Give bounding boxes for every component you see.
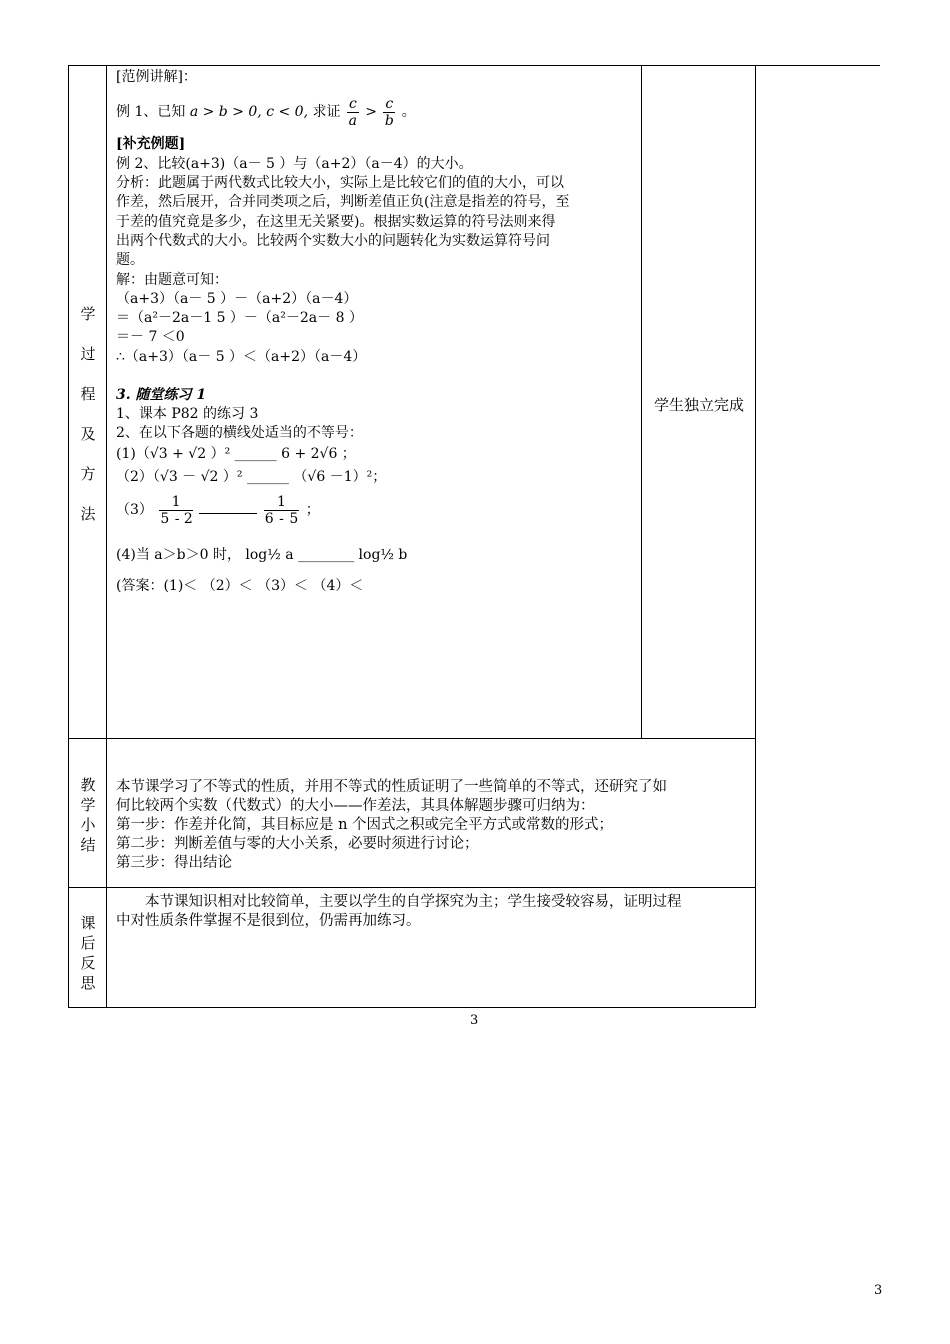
- reflection-line-1: 本节课知识相对比较简单，主要以学生的自学探究为主；学生接受较容易，证明过程: [145, 894, 682, 910]
- practice-question-4: (4)当 a＞b＞0 时， log½ a ________ log½ b: [116, 547, 408, 563]
- analysis-line-4: 出两个代数式的大小。比较两个实数大小的问题转化为实数运算符号问: [116, 233, 550, 249]
- summary-line-2: 何比较两个实数（代数式）的大小——作差法，其具体解题步骤可归纳为：: [116, 798, 595, 814]
- practice-item-2: 2、在以下各题的横线处适当的不等号：: [116, 425, 363, 441]
- note-column-divider-right: [755, 65, 756, 1008]
- supplement-heading: [补充例题]: [116, 136, 186, 152]
- page-number-right: 3: [874, 1283, 883, 1298]
- table-top-border: [68, 65, 880, 66]
- example-heading: [范例讲解]：: [116, 69, 197, 85]
- reflection-label: 课 后 反 思: [80, 914, 96, 992]
- fraction-1-over-sqrt6-minus-sqrt5: $\frac{1}{6 - 5}$: [264, 493, 299, 527]
- analysis-line-5: 题。: [116, 252, 144, 268]
- fraction-c-over-a: $\frac{c}{a}$: [348, 95, 358, 129]
- practice-heading: 3. 随堂练习 1: [116, 387, 207, 403]
- label-column-divider: [106, 65, 107, 1008]
- note-column-divider-left: [641, 65, 642, 739]
- fraction-c-over-b: $\frac{c}{b}$: [384, 95, 394, 129]
- analysis-line-1: 分析：此题属于两代数式比较大小，实际上是比较它们的值的大小，可以: [116, 175, 564, 191]
- example-1-condition: a > b > 0, c < 0,: [189, 104, 309, 120]
- solution-line-4: ＝－ 7 ＜0: [116, 329, 185, 345]
- summary-line-5: 第三步：得出结论: [116, 855, 232, 871]
- solution-line-2: （a+3）（a－ 5 ）－（a+2）（a－4）: [116, 291, 358, 307]
- practice-question-2: （2）（√3 － √2 ）² ______ （√6 －1）²；: [116, 469, 387, 485]
- student-note: 学生独立完成: [653, 396, 744, 414]
- example-2: 例 2、比较(a+3)（a－ 5 ）与（a+2）（a－4）的大小。: [116, 156, 473, 172]
- practice-question-3: （3） $\frac{1}{5 - 2}$ $\frac{1}{6 - 5}$ ；: [116, 493, 320, 527]
- example-1: 例 1、已知 a > b > 0, c < 0, 求证 $\frac{c}{a}$ > $\frac{c}{b}$ 。: [116, 95, 416, 129]
- solution-line-3: ＝（a²－2a－1 5 ）－（a²－2a－ 8 ）: [116, 310, 363, 326]
- practice-question-1: (1)（√3 + √2 ）² ______ 6 + 2√6 ；: [116, 446, 356, 462]
- analysis-line-3: 于差的值究竟是多少，在这里无关紧要)。根据实数运算的符号法则来得: [116, 214, 556, 230]
- page-number-center: 3: [470, 1013, 479, 1028]
- table-left-border: [68, 65, 69, 1008]
- summary-line-3: 第一步：作差并化简，其目标应是 n 个因式之积或完全平方式或常数的形式；: [116, 817, 614, 833]
- reflection-line-2: 中对性质条件掌握不是很到位，仍需再加练习。: [116, 913, 421, 929]
- row-divider-summary: [68, 738, 756, 739]
- solution-line-5: ∴（a+3）（a－ 5 ）＜（a+2）（a－4）: [116, 349, 367, 365]
- summary-line-4: 第二步：判断差值与零的大小关系，必要时须进行讨论；: [116, 836, 479, 852]
- process-label: 学 过 程 及 方 法: [80, 305, 96, 523]
- fraction-1-over-sqrt5-minus-2: $\frac{1}{5 - 2}$: [160, 493, 193, 527]
- row-divider-reflection: [68, 887, 756, 888]
- solution-line-1: 解：由题意可知：: [116, 272, 228, 288]
- practice-answer: (答案：(1)＜ （2）＜ （3）＜ （4）＜: [116, 578, 364, 594]
- practice-item-1: 1、课本 P82 的练习 3: [116, 406, 259, 422]
- analysis-line-2: 作差，然后展开，合并同类项之后，判断差值正负(注意是指差的符号，至: [116, 194, 570, 210]
- summary-label: 教 学 小 结: [80, 776, 96, 854]
- answer-blank-3: [199, 513, 257, 514]
- table-bottom-border: [68, 1007, 756, 1008]
- summary-line-1: 本节课学习了不等式的性质，并用不等式的性质证明了一些简单的不等式，还研究了如: [116, 779, 667, 795]
